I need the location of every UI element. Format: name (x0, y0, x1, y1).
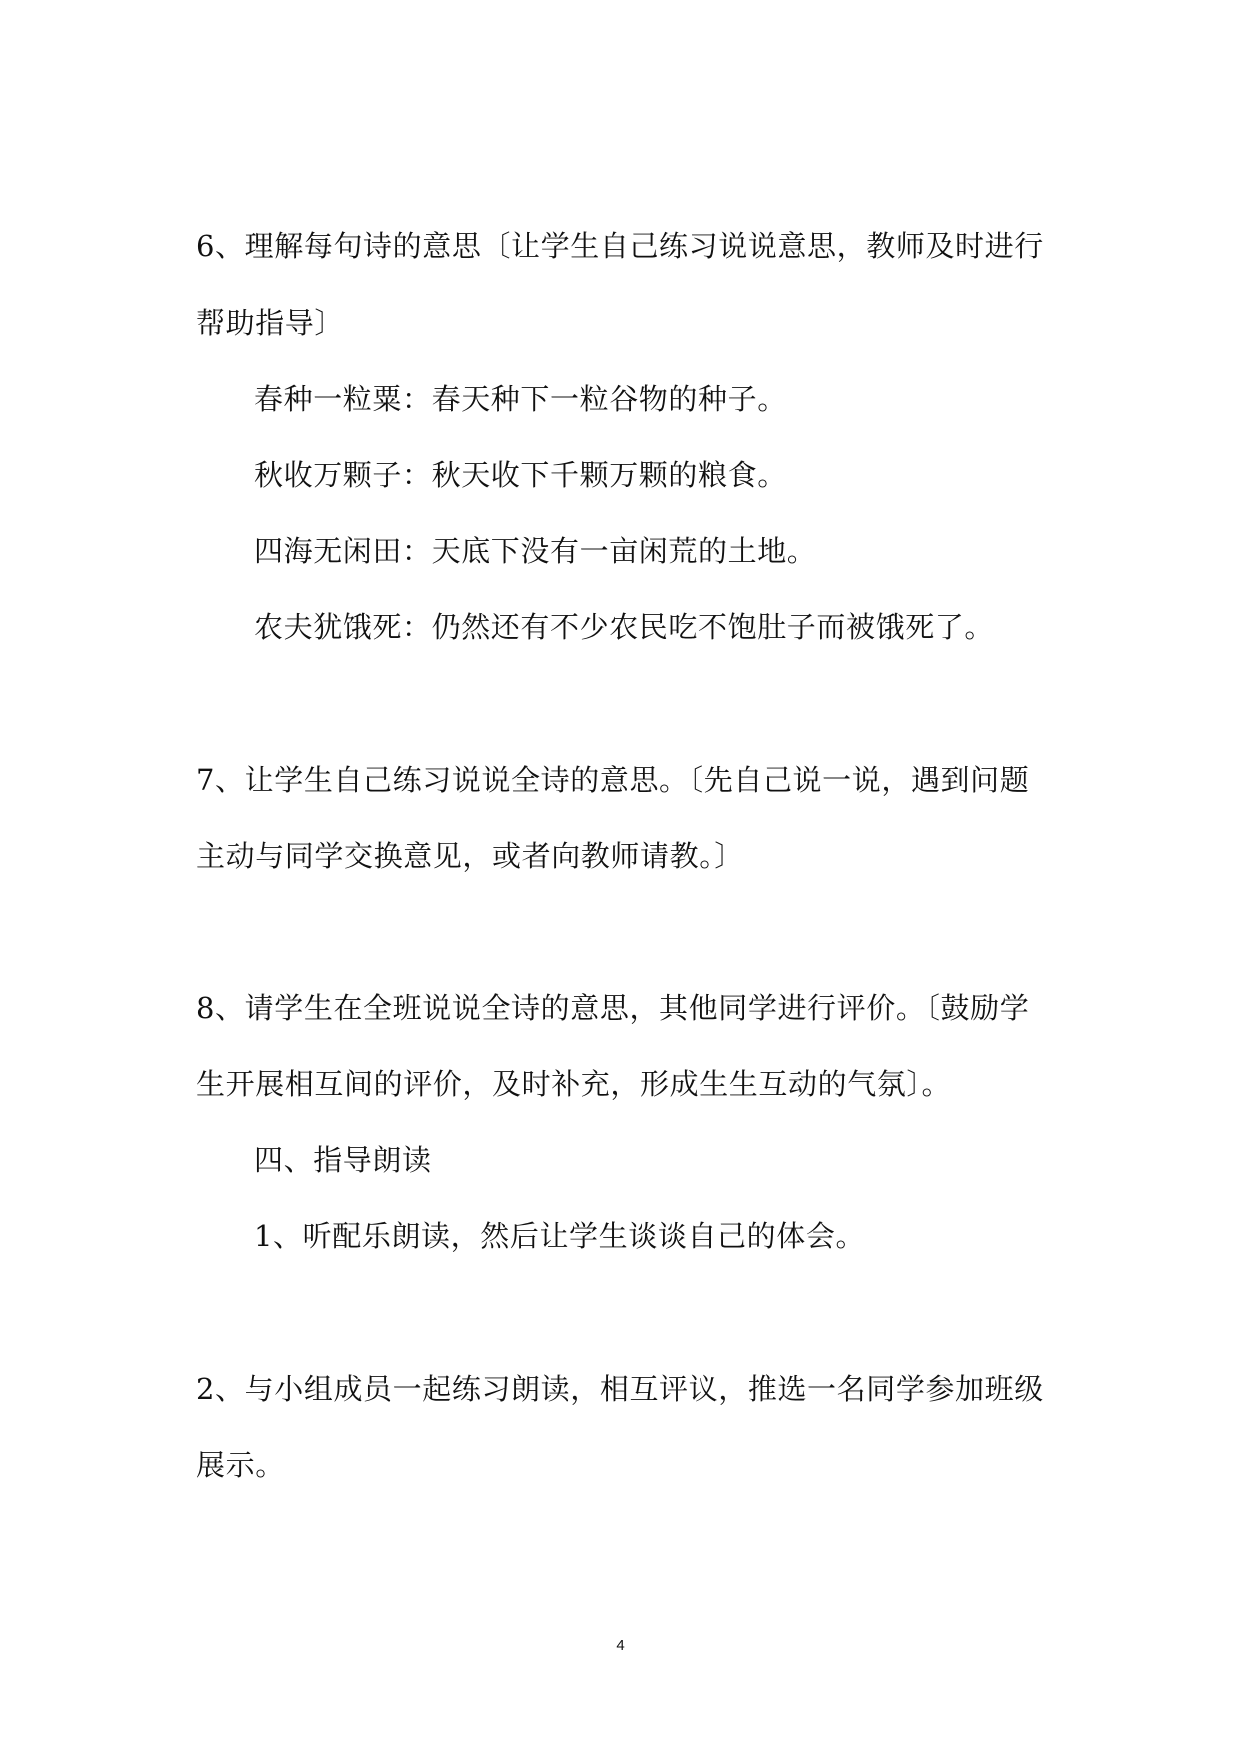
text-line-reading-2-part2: 展示。 (196, 1448, 285, 1482)
section-heading: 四、指导朗读 (254, 1143, 432, 1177)
text-line-reading-2-part1: 2、与小组成员一起练习朗读，相互评议，推选一名同学参加班级 (196, 1372, 1044, 1406)
text-line-item8-part2: 生开展相互间的评价，及时补充，形成生生互动的气氛〕。 (196, 1067, 952, 1101)
text-line-item8-part1: 8、请学生在全班说说全诗的意思，其他同学进行评价。〔鼓励学 (196, 991, 1030, 1025)
poem-line-1: 春种一粒粟：春天种下一粒谷物的种子。 (254, 382, 787, 416)
text-line-reading-1: 1、听配乐朗读，然后让学生谈谈自己的体会。 (254, 1219, 866, 1253)
text-line-item7-part1: 7、让学生自己练习说说全诗的意思。〔先自己说一说，遇到问题 (196, 763, 1030, 797)
page-number: 4 (616, 1637, 625, 1654)
text-line-item6-part1: 6、理解每句诗的意思〔让学生自己练习说说意思，教师及时进行 (196, 229, 1044, 263)
poem-line-3: 四海无闲田：天底下没有一亩闲荒的土地。 (254, 534, 817, 568)
poem-line-2: 秋收万颗子：秋天收下千颗万颗的粮食。 (254, 458, 787, 492)
text-line-item6-part2: 帮助指导〕 (196, 306, 345, 340)
poem-line-4: 农夫犹饿死：仍然还有不少农民吃不饱肚子而被饿死了。 (254, 610, 995, 644)
text-line-item7-part2: 主动与同学交换意见，或者向教师请教。〕 (196, 839, 744, 873)
